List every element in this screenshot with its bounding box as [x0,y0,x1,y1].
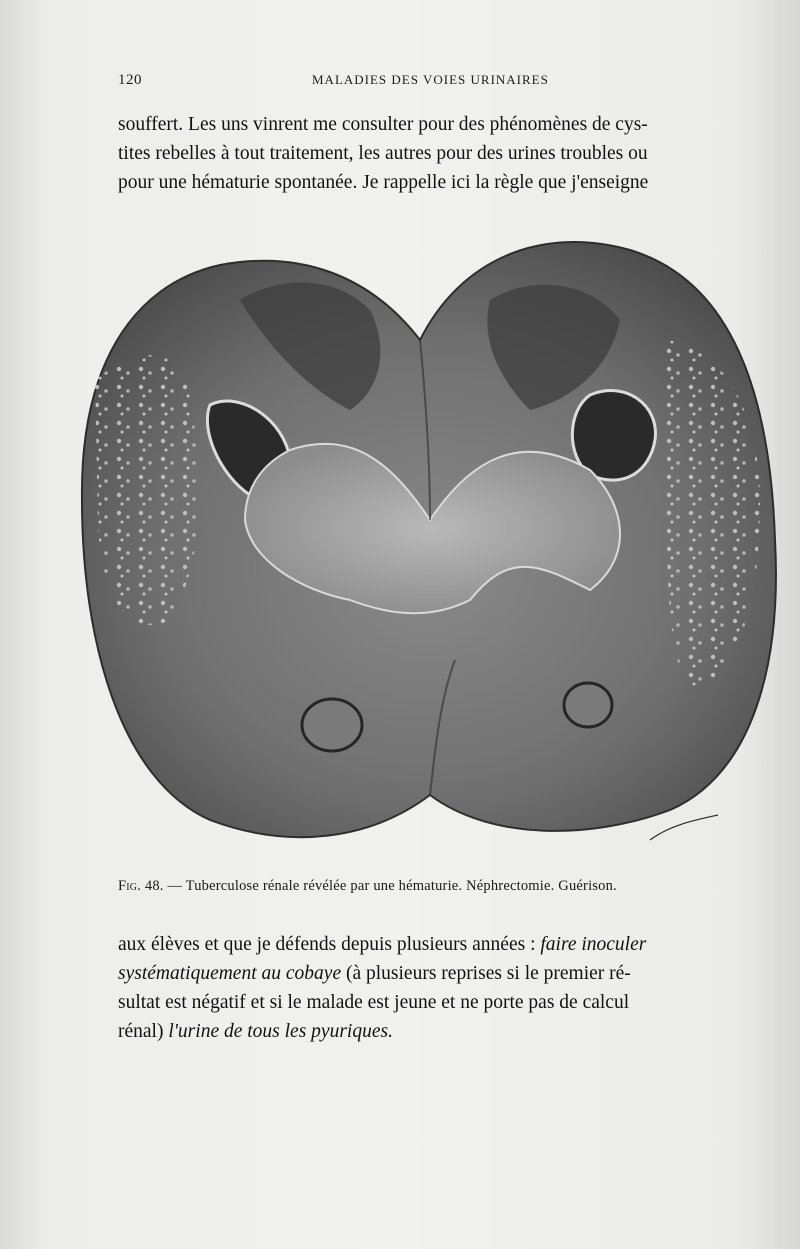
text-run: aux élèves et que je défends depuis plusieurs années : [118,934,541,955]
figure-label: Fig. 48. [118,878,164,894]
figure-caption [118,878,758,895]
italic-run: systématiquement au cobaye [118,963,342,984]
running-head: MALADIES DES VOIES URINAIRES [312,72,549,87]
text-run: (à plusieurs reprises si le premier ré- [341,963,631,984]
italic-run: faire inoculer [540,934,647,955]
text-line [118,959,754,988]
figure-caption-text: — Tuberculose rénale révélée par une hématurie. Néphrectomie. Guérison. [163,878,617,894]
text-line: sultat est négatif et si le malade est jeune et ne porte pas de calcul [118,992,630,1013]
top-paragraph [118,110,754,197]
kidney-illustration [70,220,790,860]
text-run: rénal) [118,1021,169,1042]
text-line: souffert. Les uns vinrent me consulter pour des phénomènes de cys- [118,114,648,135]
text-line: pour une hématurie spontanée. Je rappelle ici la règle que j'enseigne [118,172,649,193]
text-line: tites rebelles à tout traitement, les autres pour des urines troubles ou [118,143,648,164]
bottom-paragraph [118,930,754,1046]
text-line [118,930,754,959]
italic-run: l'urine de tous les pyuriques. [168,1021,393,1042]
page-number: 120 [118,72,142,88]
text-line [118,1017,754,1046]
